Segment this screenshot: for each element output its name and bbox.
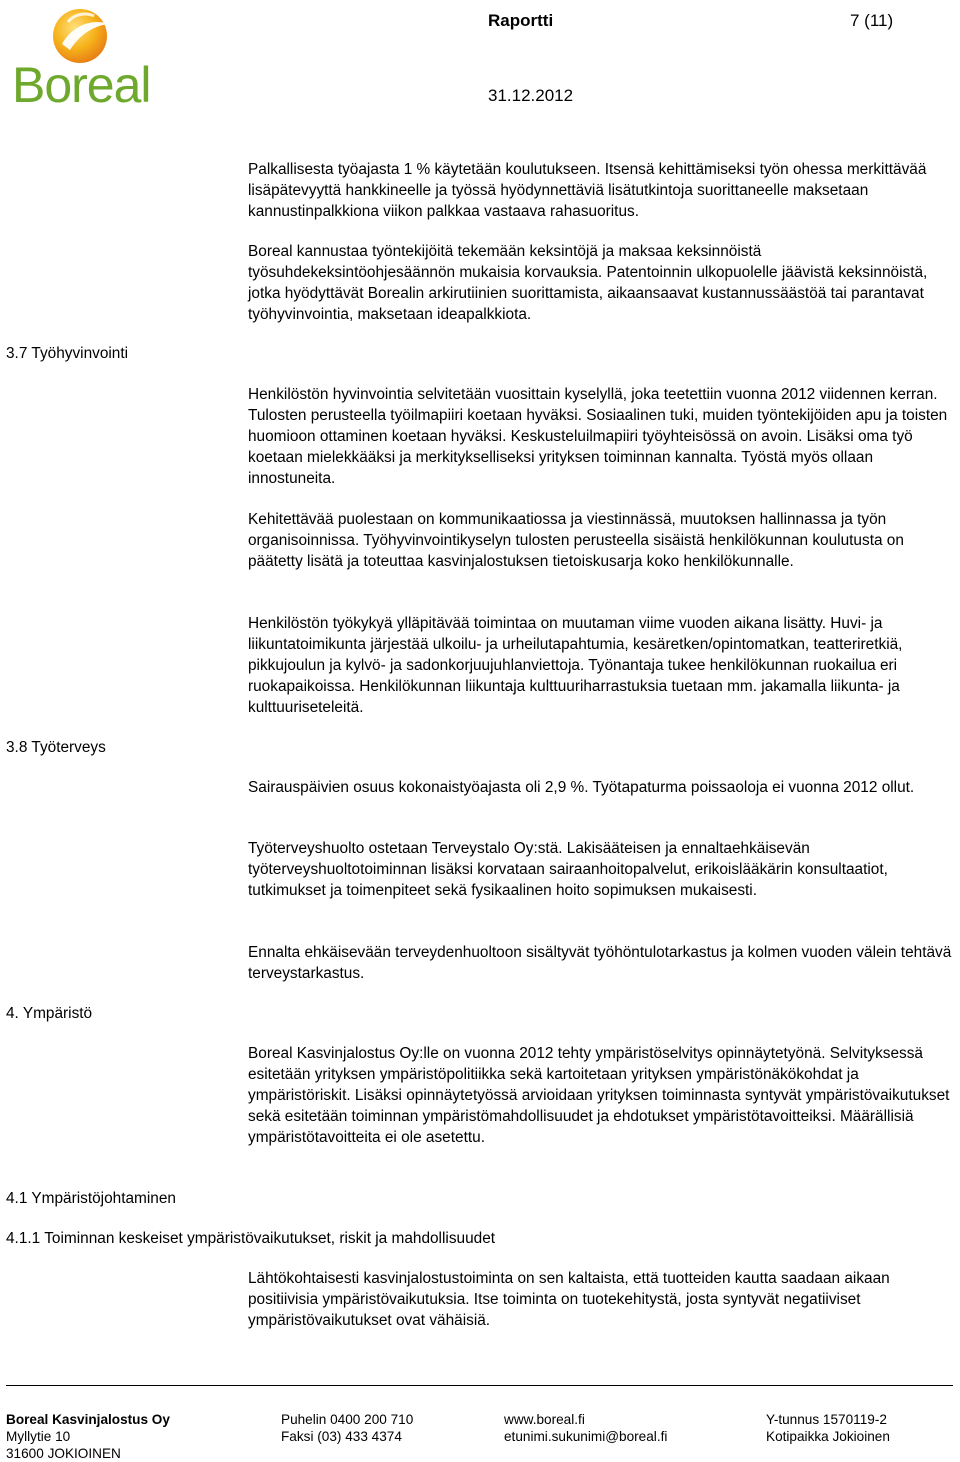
document-date: 31.12.2012: [488, 86, 574, 105]
footer-kotipaikka: Kotipaikka Jokioinen: [766, 1429, 890, 1444]
paragraph-environmental-impacts: Lähtökohtaisesti kasvinjalostustoiminta on sen kaltaista, että tuotteiden kautta saadaan aikaan positiivisia ympäristövaikutuksia. Itse toiminta on tuotekehitystä, josta syntyvät negatiiviset ympäristövaikutukset ovat vähäisiä.: [248, 1270, 890, 1329]
paragraph-environmental-survey: Boreal Kasvinjalostus Oy:lle on vuonna 2012 tehty ympäristöselvitys opinnäytetyönä. Selvityksessä esitetään yrityksen ympäristöpolitiikka sekä kartoitetaan yrityksen ympäristönäkökohdat ja ympäristöriskit. Lisäksi opinnäytetyössä arvioidaan yrityksen toiminnasta syntyvät ympäristövaikutukset sekä esitetään toiminnan ympäristömahdollisuudet ja ehdotukset ympäristötavoitteiksi. Määrällisiä ympäristötavoitteita ei ole asetettu.: [248, 1045, 950, 1146]
paragraph-inventions: Boreal kannustaa työntekijöitä tekemään keksintöjä ja maksaa keksinnöistä työsuhdekeksintöohjesäännön mukaisia korvauksia. Patentoinnin ulkopuolelle jäävistä keksinnöistä, jotka hyödyttävät Borealin arkirutiinien suorittamista, aikaansaavat kustannussäästöä tai parantavat työhyvinvointia, maksetaan ideapalkkiota.: [248, 243, 928, 323]
section-heading-3-8: 3.8 Työterveys: [6, 739, 106, 756]
paragraph-occupational-health: Työterveyshuolto ostetaan Terveystalo Oy:stä. Lakisääteisen ja ennaltaehkäisevän työterveyshuoltotoiminnan lisäksi korvataan sairaanhoitopalvelut, erikoislääkärin konsultaatiot, tutkimukset ja toimenpiteet sekä fysikaalinen hoito sopimuksen mukaisesti.: [248, 840, 888, 899]
section-heading-4: 4. Ympäristö: [6, 1005, 93, 1022]
logo-wordmark: Boreal: [12, 57, 151, 113]
footer-email-link[interactable]: etunimi.sukunimi@boreal.fi: [504, 1429, 668, 1444]
footer-address: [6, 1411, 170, 1462]
footer-fax: Faksi (03) 433 4374: [281, 1429, 402, 1444]
boreal-logo: [8, 4, 158, 113]
paragraph-improvements: Kehitettävää puolestaan on kommunikaatiossa ja viestinnässä, muutoksen hallinnassa ja työn organisoinnissa. Työhyvinvointikyselyn tulosten perusteella sisäistä henkilökunnan koulutusta on päätetty lisätä ja toteuttaa kasvinjalostuksen tietoiskusarja koko henkilökunnalle.: [248, 511, 904, 570]
footer-divider: [6, 1385, 953, 1386]
paragraph-preventive-care: Ennalta ehkäisevään terveydenhuoltoon sisältyvät työhöntulotarkastus ja kolmen vuoden välein tehtävä terveystarkastus.: [248, 944, 952, 982]
footer-web-link[interactable]: www.boreal.fi: [504, 1412, 585, 1427]
footer-phone: Puhelin 0400 200 710: [281, 1412, 414, 1427]
footer-company: Boreal Kasvinjalostus Oy: [6, 1412, 170, 1427]
document-type: Raportti: [488, 11, 554, 30]
page-number: 7 (11): [850, 11, 894, 30]
boreal-logo-icon: [48, 4, 138, 64]
footer-street: Myllytie 10: [6, 1429, 71, 1444]
footer-ytunnus: Y-tunnus 1570119-2: [766, 1412, 887, 1427]
section-heading-4-1: 4.1 Ympäristöjohtaminen: [6, 1190, 176, 1207]
paragraph-wellbeing-survey: Henkilöstön hyvinvointia selvitetään vuosittain kyselyllä, joka teetettiin vuonna 2012 viidennen kerran. Tulosten perusteella työilmapiiri koetaan hyväksi. Sosiaalinen tuki, muiden työntekijöiden apu ja toisten huomioon ottaminen koetaan hyväksi. Keskusteluilmapiiri työyhteisössä on avoin. Lisäksi oma työ koetaan mielekkääksi ja merkitykselliseksi yrityksen toiminnan kannalta. Työstä myös ollaan innostuneita.: [248, 386, 948, 487]
section-heading-3-7: 3.7 Työhyvinvointi: [6, 345, 129, 362]
paragraph-training: Palkallisesta työajasta 1 % käytetään koulutukseen. Itsensä kehittämiseksi työn ohessa merkittävää lisäpätevyyttä hankkineelle ja työssä hyödynnettäviä lisätutkintoja suorittaneelle maksetaan kannustinpalkkiona viikon palkkaa vastaava rahasuoritus.: [248, 161, 927, 220]
footer-registration: [766, 1411, 890, 1445]
paragraph-sick-days: Sairauspäivien osuus kokonaistyöajasta oli 2,9 %. Työtapaturma poissaoloja ei vuonna 2012 ollut.: [248, 779, 915, 796]
footer-postal: 31600 JOKIOINEN: [6, 1446, 121, 1461]
footer-online: [504, 1411, 667, 1445]
footer-contact: [281, 1411, 413, 1445]
paragraph-work-ability: Henkilöstön työkykyä ylläpitävää toimintaa on muutaman viime vuoden aikana lisätty. Huvi- ja liikuntatoimikunta järjestää ulkoilu- ja urheilutapahtumia, kesäretken/opintomatkan, teatteriretkiä, pikkujoulun ja kylvö- ja sadonkorjuujuhlanviettoja. Työnantaja tukee henkilökunnan ruokailua eri ruokapaikoissa. Henkilökunnan liikuntaja kulttuuriharrastuksia tuetaan mm. jakamalla liikunta- ja kulttuuriseteleitä.: [248, 615, 903, 716]
section-heading-4-1-1: 4.1.1 Toiminnan keskeiset ympäristövaikutukset, riskit ja mahdollisuudet: [6, 1230, 496, 1247]
